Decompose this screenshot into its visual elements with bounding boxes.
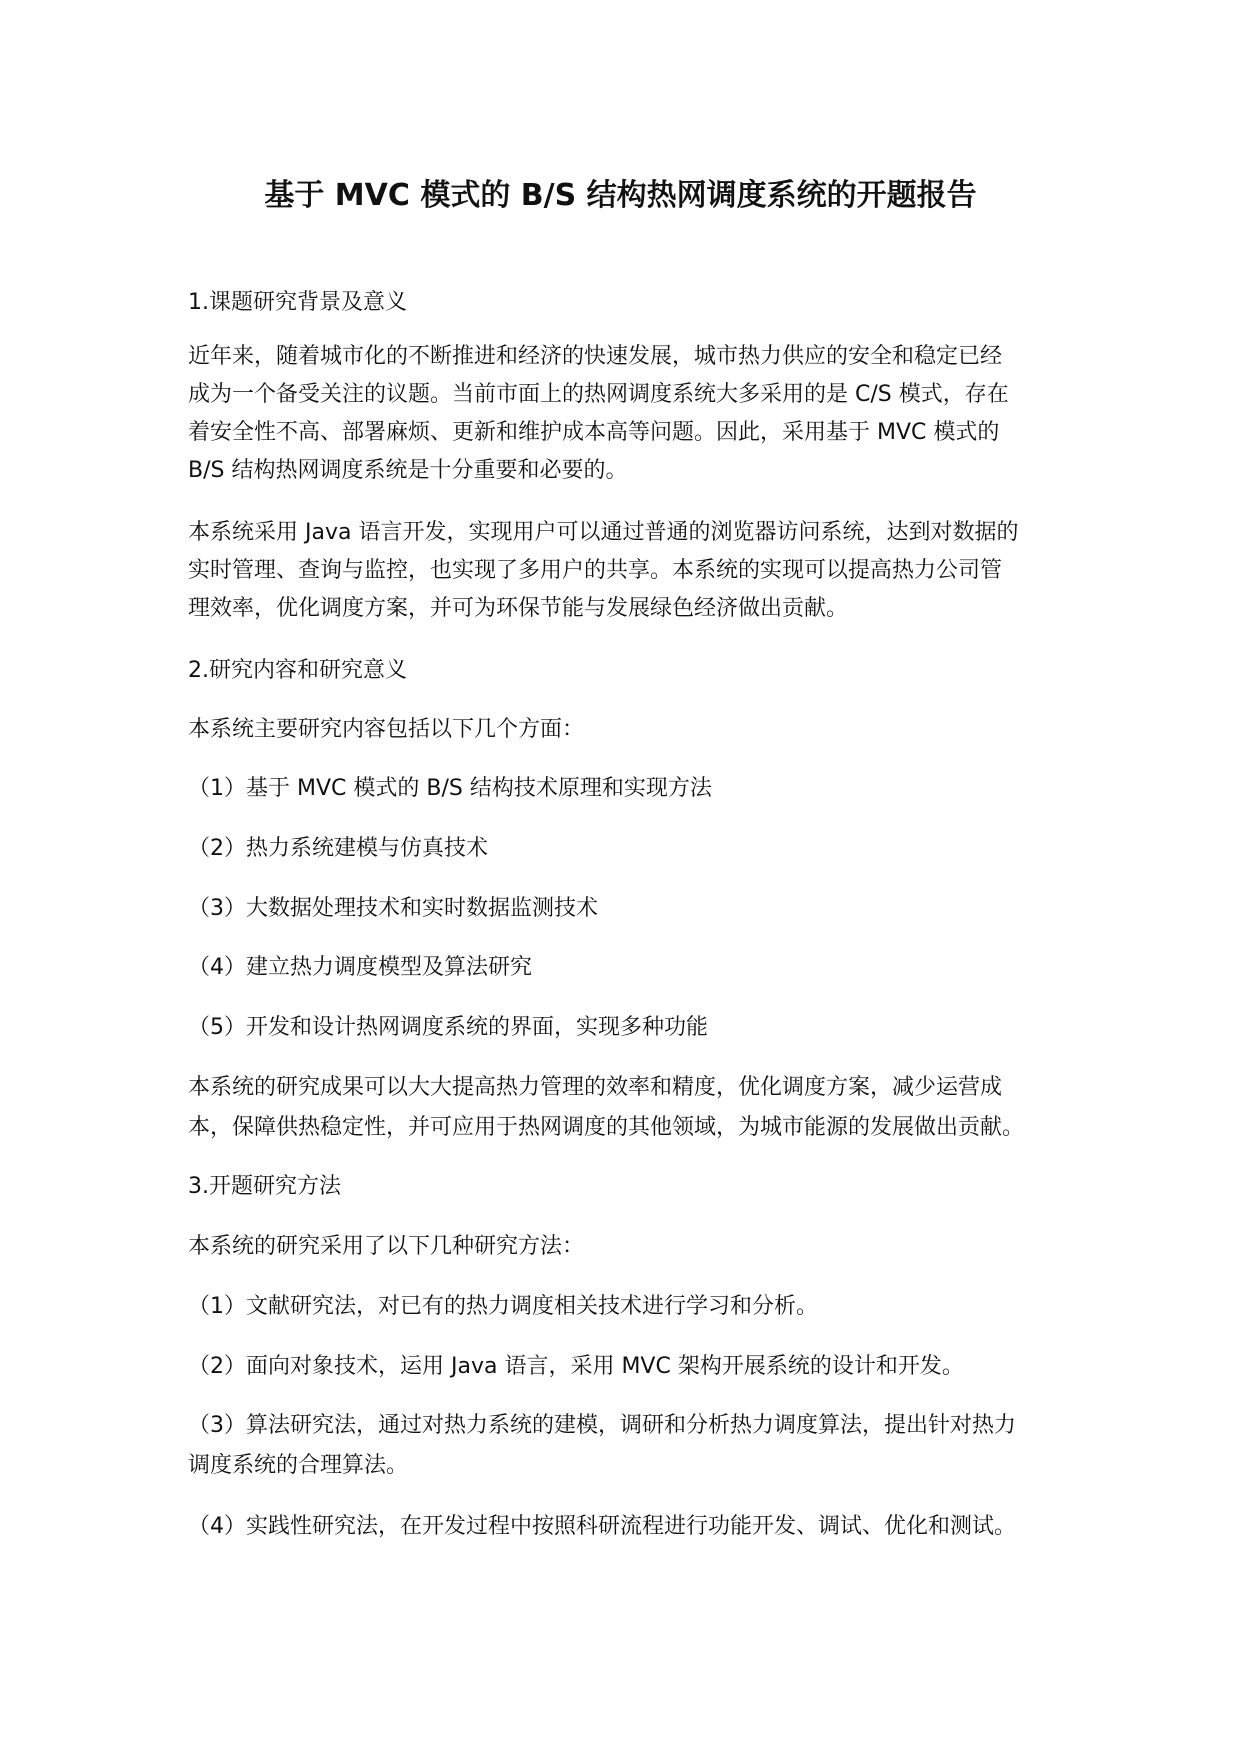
paragraph-line: 实时管理、查询与监控，也实现了多用户的共享。本系统的实现可以提高热力公司管 [188, 558, 1003, 583]
paragraph-line: B/S 结构热网调度系统是十分重要和必要的。 [188, 458, 628, 483]
paragraph-line: 本，保障供热稳定性，并可应用于热网调度的其他领域，为城市能源的发展做出贡献。 [188, 1115, 1025, 1140]
paragraph-line: 本系统的研究成果可以大大提高热力管理的效率和精度，优化调度方案，减少运营成 [188, 1075, 1003, 1100]
paragraph-line: 本系统主要研究内容包括以下几个方面： [188, 717, 585, 742]
paragraph-line: 本系统采用 Java 语言开发，实现用户可以通过普通的浏览器访问系统，达到对数据的 [188, 520, 1019, 545]
list-item: （3）大数据处理技术和实时数据监测技术 [188, 896, 598, 921]
list-item: （2）面向对象技术，运用 Java 语言，采用 MVC 架构开展系统的设计和开发。 [188, 1354, 964, 1379]
list-item: （2）热力系统建模与仿真技术 [188, 836, 488, 861]
paragraph-line: 着安全性不高、部署麻烦、更新和维护成本高等问题。因此，采用基于 MVC 模式的 [188, 420, 1000, 445]
list-item: 调度系统的合理算法。 [188, 1453, 409, 1478]
paragraph-line: 理效率，优化调度方案，并可为环保节能与发展绿色经济做出贡献。 [188, 596, 849, 621]
section-heading: 1.课题研究背景及意义 [188, 290, 407, 315]
list-item: （4）实践性研究法，在开发过程中按照科研流程进行功能开发、调试、优化和测试。 [188, 1514, 1016, 1539]
paragraph-line: 本系统的研究采用了以下几种研究方法： [188, 1234, 585, 1259]
section-heading: 2.研究内容和研究意义 [188, 658, 407, 683]
section-heading: 3.开题研究方法 [188, 1174, 341, 1199]
paragraph-line: 成为一个备受关注的议题。当前市面上的热网调度系统大多采用的是 C/S 模式，存在 [188, 382, 1009, 407]
list-item: （5）开发和设计热网调度系统的界面，实现多种功能 [188, 1015, 708, 1040]
list-item: （1）基于 MVC 模式的 B/S 结构技术原理和实现方法 [188, 776, 712, 801]
document-title: 基于 MVC 模式的 B/S 结构热网调度系统的开题报告 [264, 178, 977, 213]
list-item: （1）文献研究法，对已有的热力调度相关技术进行学习和分析。 [188, 1294, 818, 1319]
list-item: （3）算法研究法，通过对热力系统的建模，调研和分析热力调度算法，提出针对热力 [188, 1413, 1016, 1438]
paragraph-line: 近年来，随着城市化的不断推进和经济的快速发展，城市热力供应的安全和稳定已经 [188, 344, 1003, 369]
list-item: （4）建立热力调度模型及算法研究 [188, 955, 532, 980]
